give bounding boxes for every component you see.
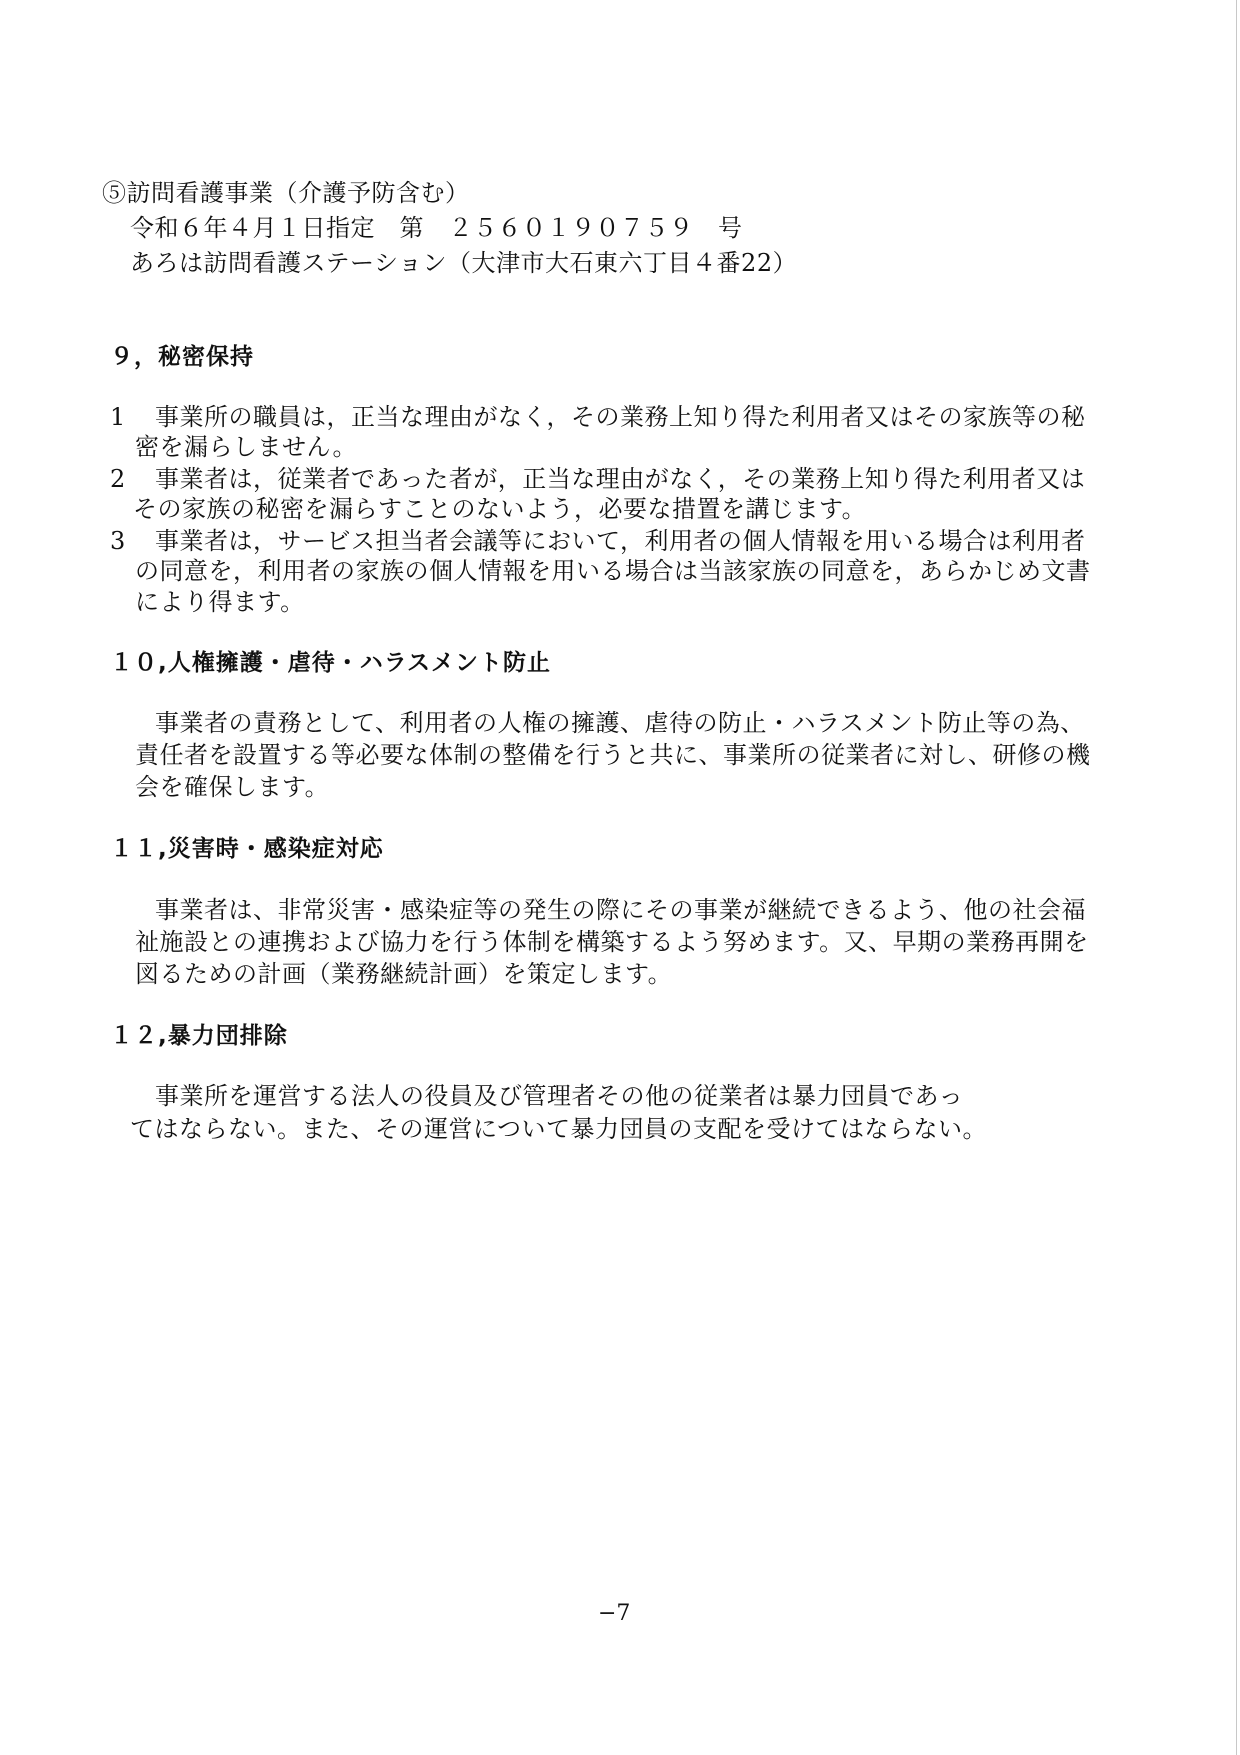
section9-item1-line2: 密を漏らしません。 — [135, 433, 357, 461]
section9-item1-line1: 事業所の職員は，正当な理由がなく，その業務上知り得た利用者又はその家族等の秘 — [155, 403, 1086, 431]
section5-title: ⑤訪問看護事業（介護予防含む） — [102, 179, 470, 207]
section9-item3-number: 3 — [110, 527, 126, 555]
section11-line3: 図るための計画（業務継続計画）を策定します。 — [135, 960, 673, 988]
section9-item2-line1: 事業者は，従業者であった者が，正当な理由がなく，その業務上知り得た利用者又は — [155, 465, 1086, 493]
section9-item2-line2: その家族の秘密を漏らすことのないよう，必要な措置を講じます。 — [133, 495, 867, 523]
section11-line2: 祉施設との連携および協力を行う体制を構築するよう努めます。又、早期の業務再開を — [135, 928, 1089, 956]
section12-heading: １２,暴力団排除 — [110, 1023, 288, 1049]
page-number: −7 — [598, 1601, 631, 1626]
section9-item3-line2: の同意を，利用者の家族の個人情報を用いる場合は当該家族の同意を，あらかじめ文書 — [135, 557, 1091, 585]
scan-edge-line — [1236, 0, 1237, 1755]
section9-item3-line3: により得ます。 — [135, 588, 305, 616]
section10-line2: 責任者を設置する等必要な体制の整備を行うと共に、事業所の従業者に対し、研修の機 — [135, 741, 1091, 769]
section9-item3-line1: 事業者は，サービス担当者会議等において，利用者の個人情報を用いる場合は利用者 — [155, 527, 1086, 555]
section11-line1: 事業者は、非常災害・感染症等の発生の際にその事業が継続できるよう、他の社会福 — [155, 896, 1086, 924]
section10-heading: １０,人権擁護・虐待・ハラスメント防止 — [110, 650, 552, 676]
section5-facility: あろは訪問看護ステーション（大津市大石東六丁目４番22） — [130, 249, 798, 277]
section12-line2: てはならない。また、その運営について暴力団員の支配を受けてはならない。 — [130, 1115, 988, 1143]
section10-line1: 事業者の責務として、利用者の人権の擁護、虐待の防止・ハラスメント防止等の為、 — [155, 709, 1085, 737]
section11-heading: １１,災害時・感染症対応 — [110, 836, 384, 862]
section12-line1: 事業所を運営する法人の役員及び管理者その他の従業者は暴力団員であっ — [155, 1082, 964, 1110]
section9-item2-number: 2 — [110, 465, 126, 493]
section10-line3: 会を確保します。 — [135, 773, 330, 801]
section5-designation: 令和６年４月１日指定 第 ２５６０１９０７５９ 号 — [130, 214, 743, 242]
section9-heading: ９，秘密保持 — [110, 344, 254, 370]
section9-item1-number: 1 — [110, 403, 126, 431]
